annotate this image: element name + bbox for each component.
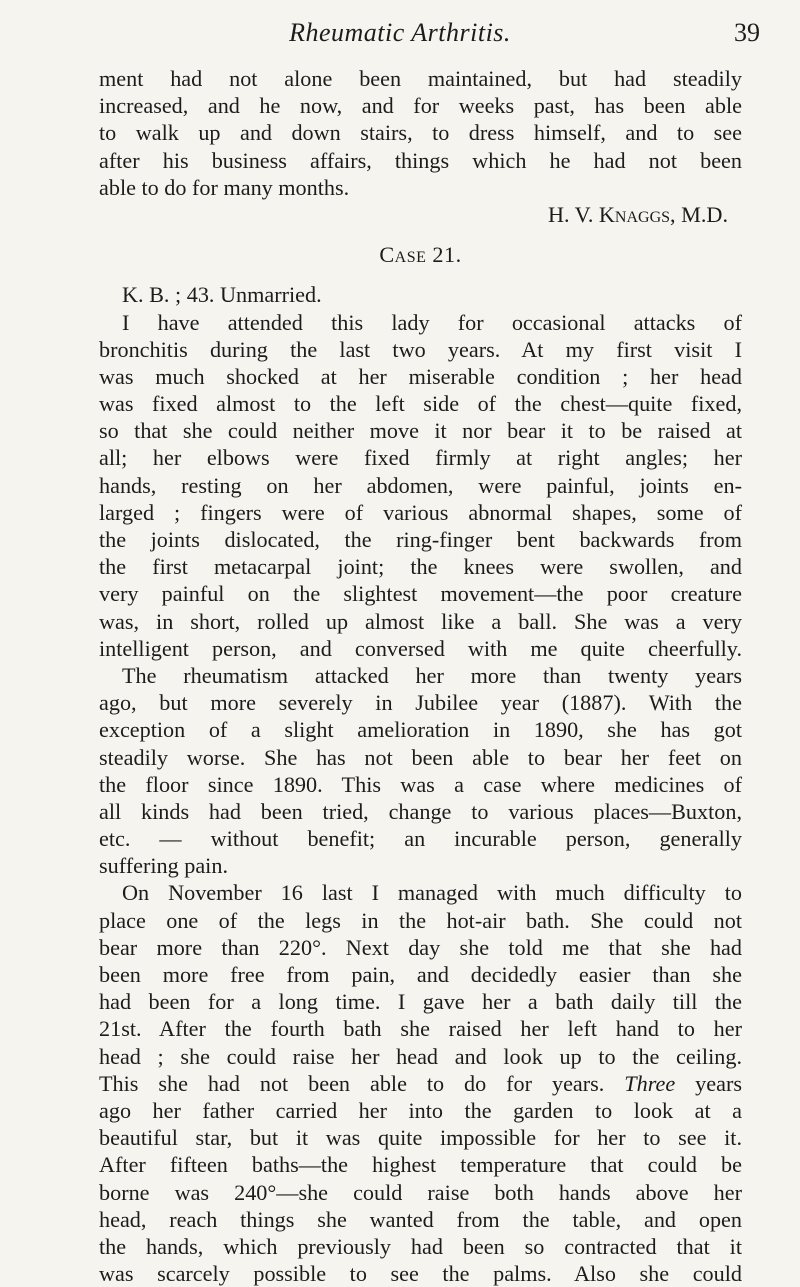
page-body: [99, 65, 742, 1287]
text-line: was, in short, rolled up almost like a ball. She was a very: [99, 608, 742, 634]
text-line: after his business affairs, things which he had not been: [99, 147, 742, 173]
page-header: [0, 18, 800, 58]
text-line: was much shocked at her miserable condition ; her head: [99, 363, 742, 389]
text-line: suffering pain.: [99, 853, 228, 879]
text-line: was fixed almost to the left side of the chest—quite fixed,: [99, 391, 742, 417]
text-line: ago her father carried her into the garden to look at a: [99, 1097, 742, 1123]
text-line: The rheumatism attacked her more than twenty years: [122, 662, 742, 688]
text-line: ago, but more severely in Jubilee year (1887). With the: [99, 690, 742, 716]
page-number: 39: [734, 18, 760, 47]
text-line: very painful on the slightest movement—the poor creature: [99, 581, 742, 607]
text-line: the joints dislocated, the ring-finger bent backwards from: [99, 527, 742, 552]
text-line: to walk up and down stairs, to dress himself, and to see: [99, 120, 742, 146]
text-line: head ; she could raise her head and look up to the ceiling.: [99, 1043, 742, 1069]
case-heading: Case 21.: [379, 242, 462, 268]
text-line: head, reach things she wanted from the table, and open: [99, 1206, 742, 1232]
italic-word: Three: [624, 1070, 676, 1096]
text-line: so that she could neither move it nor bear it to be raised at: [99, 418, 742, 444]
text-line: all kinds had been tried, change to various places—Buxton,: [99, 798, 742, 824]
text-line: place one of the legs in the hot-air bath. She could not: [99, 907, 742, 933]
text-line: was scarcely possible to see the palms. Also she could: [99, 1261, 742, 1287]
text-line: the hands, which previously had been so contracted that it: [99, 1233, 742, 1259]
text-line: the floor since 1890. This was a case where medicines of: [99, 771, 742, 797]
text-line: intelligent person, and conversed with me quite cheerfully.: [99, 635, 742, 661]
text-line: On November 16 last I managed with much difficulty to: [122, 880, 742, 906]
text-line-mixed: [99, 1070, 742, 1097]
text-line: 21st. After the fourth bath she raised her left hand to her: [99, 1016, 742, 1042]
text-line: all; her elbows were fixed firmly at right angles; her: [99, 445, 742, 471]
text-line: had been for a long time. I gave her a bath daily till the: [99, 989, 742, 1015]
patient-line: K. B. ; 43. Unmarried.: [122, 282, 322, 308]
paragraph-continuation: [99, 65, 742, 201]
text-line: increased, and he now, and for weeks past, has been able: [99, 93, 742, 119]
text-fragment: This she had not been able to do for years.: [99, 1070, 605, 1096]
text-line: bear more than 220°. Next day she told me that she had: [99, 934, 742, 960]
text-line: beautiful star, but it was quite impossible for her to see it.: [99, 1125, 742, 1151]
text-line: bronchitis during the last two years. At my first visit I: [99, 336, 742, 362]
text-line: exception of a slight amelioration in 1890, she has got: [99, 717, 742, 743]
text-line: larged ; fingers were of various abnormal shapes, some of: [99, 499, 742, 525]
text-line: After fifteen baths—the highest temperature that could be: [99, 1152, 742, 1178]
paragraph-history: [99, 309, 742, 880]
text-line: able to do for many months.: [99, 174, 350, 200]
text-line: etc. — without benefit; an incurable person, generally: [99, 826, 742, 852]
text-line: hands, resting on her abdomen, were painful, joints en-: [99, 472, 742, 498]
author-signature: H. V. Knaggs, M.D.: [547, 201, 728, 227]
text-line: steadily worse. She has not been able to bear her feet on: [99, 744, 742, 770]
text-line: borne was 240°—she could raise both hands above her: [99, 1179, 742, 1205]
text-line: ment had not alone been maintained, but had steadily: [99, 66, 742, 91]
running-title: Rheumatic Arthritis.: [289, 18, 511, 47]
text-line: been more free from pain, and decidedly easier than she: [99, 962, 742, 987]
text-line: I have attended this lady for occasional attacks of: [122, 309, 742, 335]
text-line: the first metacarpal joint; the knees were swollen, and: [99, 554, 742, 580]
paragraph-treatment: [99, 879, 742, 1287]
text-fragment: years: [695, 1070, 742, 1096]
